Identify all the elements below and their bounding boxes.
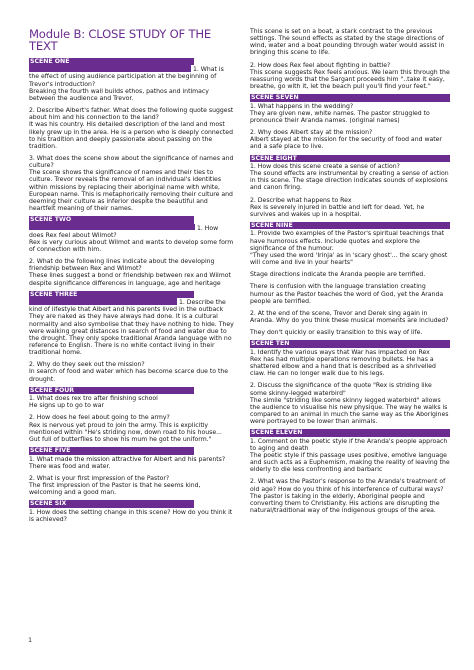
question: 1. Comment on the poetic style if the Aranda's people approach to aging and death [250, 437, 448, 452]
answer: This scene is set on a boat, a stark contrast to the previous settings. The sound effects as stated by the stage directions of wind, water and a boat pounding through water would assist in bringing this scene to life. [250, 28, 445, 57]
page-title: Module B: CLOSE STUDY OF THE TEXT [29, 27, 212, 53]
question [29, 224, 234, 239]
question-text: the kind of lifestyle that Albert and his parents lived in the outback [29, 299, 226, 314]
answer: The simile "striding like some skinny legged waterbird" allows the audience to visualise his new physique. The way he walks is compared to an animal in much the same way as the Aborigines were portrayed to be lower than animals. [250, 396, 449, 426]
answer: They are naked as they have always had done. It is a cultural normality and also symbolise that they have nothing to hide. They were walking great distances in search of food and water due to the drought. They only spoke traditional Aranda language with no reference to English. There is no white contact living in their traditional home. [29, 313, 234, 357]
scene-eleven-section [250, 429, 450, 514]
left-column [29, 58, 234, 523]
answer: Rex has had multiple operations removing bullets. He has a shattered elbow and a hand that is described as a shrivelled claw. He can no longer walk due to his legs. [250, 355, 436, 378]
question-number: 1. How [196, 224, 219, 232]
scene-heading [250, 94, 450, 101]
scene-heading [250, 222, 450, 229]
right-column [250, 28, 450, 514]
answer: Rex is very curious about Wilmot and wants to develop some form of connection with him. [29, 238, 234, 253]
scene-six-continued [250, 28, 450, 90]
question-text: does Rex feel about Wilmot? [29, 231, 117, 239]
question [29, 298, 234, 313]
highlight-bar [29, 65, 191, 71]
highlight-bar [29, 224, 195, 230]
scene-heading-label: SCENE EIGHT [251, 154, 297, 162]
scene-heading [250, 429, 450, 436]
answer: Rex is severely injured in battle and left for dead. Yet, he survives and wakes up in a hospital. [250, 203, 425, 218]
answer: Breaking the fourth wall builds ethos, pathos and intimacy between the audience and Trevor. [29, 87, 209, 102]
question: 1. Provide two examples of the Pastor's spiritual teachings that have humorous effects. Include quotes and explore the significance of the humour. [250, 230, 445, 252]
scene-heading-label: SCENE TWO [30, 216, 72, 224]
answer: The scene shows the significance of names and their ties to culture. Trevor reveals the removal of an individual's identities within missions by replacing their aboriginal name with white, European name. This is metaphorically removing their culture and deeming their culture as inferior despite the beautiful and heartfelt meaning of their names. [29, 169, 233, 213]
question: 2. Describe Albert's father. What does the following quote suggest about him and his connection to the land? [29, 107, 234, 122]
scene-heading-label: SCENE SIX [30, 500, 67, 508]
answer: In search of food and water which has become scarce due to the drought. [29, 368, 229, 383]
scene-seven-section [250, 94, 450, 150]
answer: The poetic style if this passage uses positive, emotive language and such acts as a Euphemism, making the reality of leaving the elderly to die less confronting and barbaric [250, 451, 450, 474]
scene-two-section [29, 216, 234, 287]
page-number: 1 [28, 636, 33, 644]
scene-heading-label: SCENE ONE [30, 58, 70, 65]
answer: There is confusion with the language translation creating humour as the Pastor teaches the word of God, yet the Aranda people are terrified. [250, 283, 444, 305]
scene-heading [29, 216, 194, 223]
scene-heading-label: SCENE SEVEN [251, 94, 299, 102]
answer: The first impression of the Pastor is that he seems kind, welcoming and a good man. [29, 481, 201, 497]
scene-heading [29, 58, 194, 65]
answer: They don't quickly or easily transition to this way of life. [250, 329, 423, 337]
question: 1. Identify the various ways that War has impacted on Rex [250, 348, 430, 356]
highlight-bar [29, 298, 177, 304]
answer: There was food and water. [29, 462, 111, 470]
scene-heading [29, 447, 194, 454]
scene-heading [29, 387, 194, 394]
scene-heading-label: SCENE FOUR [30, 386, 75, 394]
scene-five-section [29, 447, 234, 496]
answer: This scene suggests Rex feels anxious. We learn this through the reassuring words that the Sargant proceeds him "..take it easy, breathe, go with it, let the beach pull you'll find your feet." [250, 68, 450, 91]
answer: Stage directions indicate the Aranda people are terrified. [250, 271, 426, 279]
question: 2. What is your first impression of the Pastor? [29, 474, 170, 482]
question: 2. How does Rex feel about fighting in battle? [250, 61, 391, 69]
answer: They are given new, white names. The pastor struggled to pronounce their Aranda names. (original names) [250, 109, 430, 124]
question: 2. What do the following lines indicate about the developing friendship between Rex and Wilmot? [29, 258, 215, 273]
question: 1. What made the mission attractive for Albert and his parents? [29, 455, 226, 463]
scene-nine-section [250, 222, 450, 336]
answer: He signs up to go to war [29, 402, 105, 410]
question: 2. Discuss the significance of the quote "Rex is striding like some skinny-legged waterbird" [250, 382, 432, 397]
scene-heading-label: SCENE NINE [251, 222, 293, 230]
scene-heading-label: SCENE TEN [251, 340, 290, 348]
scene-heading [29, 500, 194, 507]
question: 2. What was the Pastor's response to the Aranda's treatment of old age? How do you think of his interference of cultural ways? [250, 478, 446, 493]
question: 2. Describe what happens to Rex [250, 196, 352, 204]
scene-heading [250, 340, 450, 347]
scene-heading-label: SCENE FIVE [30, 447, 71, 455]
question: 1. What does rex tro after finishing school [29, 395, 158, 403]
answer: These lines suggest a bond or friendship between rex and Wilmot despite significance differences in language, age and heritage [29, 272, 231, 287]
answer: The sound effects are instrumental by creating a sense of action in this scene. The stage direction indicates sounds of explosions and canon firing. [250, 170, 449, 192]
scene-eight-section [250, 155, 450, 218]
answer: It was his country. His detailed description of the land and most likely grew up in the area. He is a person who is deeply connected to his tradition and deeply passionate about passing on the tradition. [29, 121, 233, 150]
answer: "They used the word 'Irinja' as in 'scary ghost'... the scary ghost will come and live in your hearts" [250, 251, 448, 267]
scene-heading-label: SCENE ELEVEN [251, 429, 303, 437]
question: 2. Why do they seek out the mission? [29, 361, 145, 369]
answer: Albert stayed at the mission for the security of food and water and a safe place to live. [250, 136, 442, 151]
question-text: is the effect of using audience participation at the beginning of Trevor's introduction? [29, 66, 224, 88]
question: 3. What does the scene show about the significance of names and culture? [29, 155, 234, 170]
question-number: 1. What [192, 66, 217, 74]
scene-six-section [29, 500, 234, 523]
question: 1. How does the setting change in this scene? How do you think it is achieved? [29, 508, 233, 523]
scene-heading [29, 291, 194, 298]
scene-heading [250, 155, 450, 162]
answer: The pastor is taking in the elderly, Aboriginal people and converting them to Christianity. His actions are disrupting the natural/traditional way of the indigenous groups of the area. [250, 492, 440, 515]
question: 1. How does this scene create a sense of action? [250, 162, 400, 170]
answer: Rex is nervous yet proud to join the army. This is explicitly mentioned within "He's striding now, down road to his house... Gut full of butterflies to show his mum he got the uniform." [29, 421, 222, 443]
question-number: 1. Describe [178, 299, 214, 307]
scene-four-section [29, 387, 234, 443]
scene-ten-section [250, 340, 450, 425]
scene-heading-label: SCENE THREE [30, 290, 78, 298]
scene-one-section [29, 58, 234, 212]
question: 2. Why does Albert stay at the mission? [250, 129, 373, 137]
question: 2. At the end of the scene, Trevor and Derek sing again in Aranda. Why do you think these musical moments are included? [250, 309, 449, 325]
question: 2. How does he feel about going to the army? [29, 414, 170, 422]
scene-three-section [29, 291, 234, 383]
question: 1. What happens in the wedding? [250, 102, 354, 110]
question [29, 65, 234, 87]
